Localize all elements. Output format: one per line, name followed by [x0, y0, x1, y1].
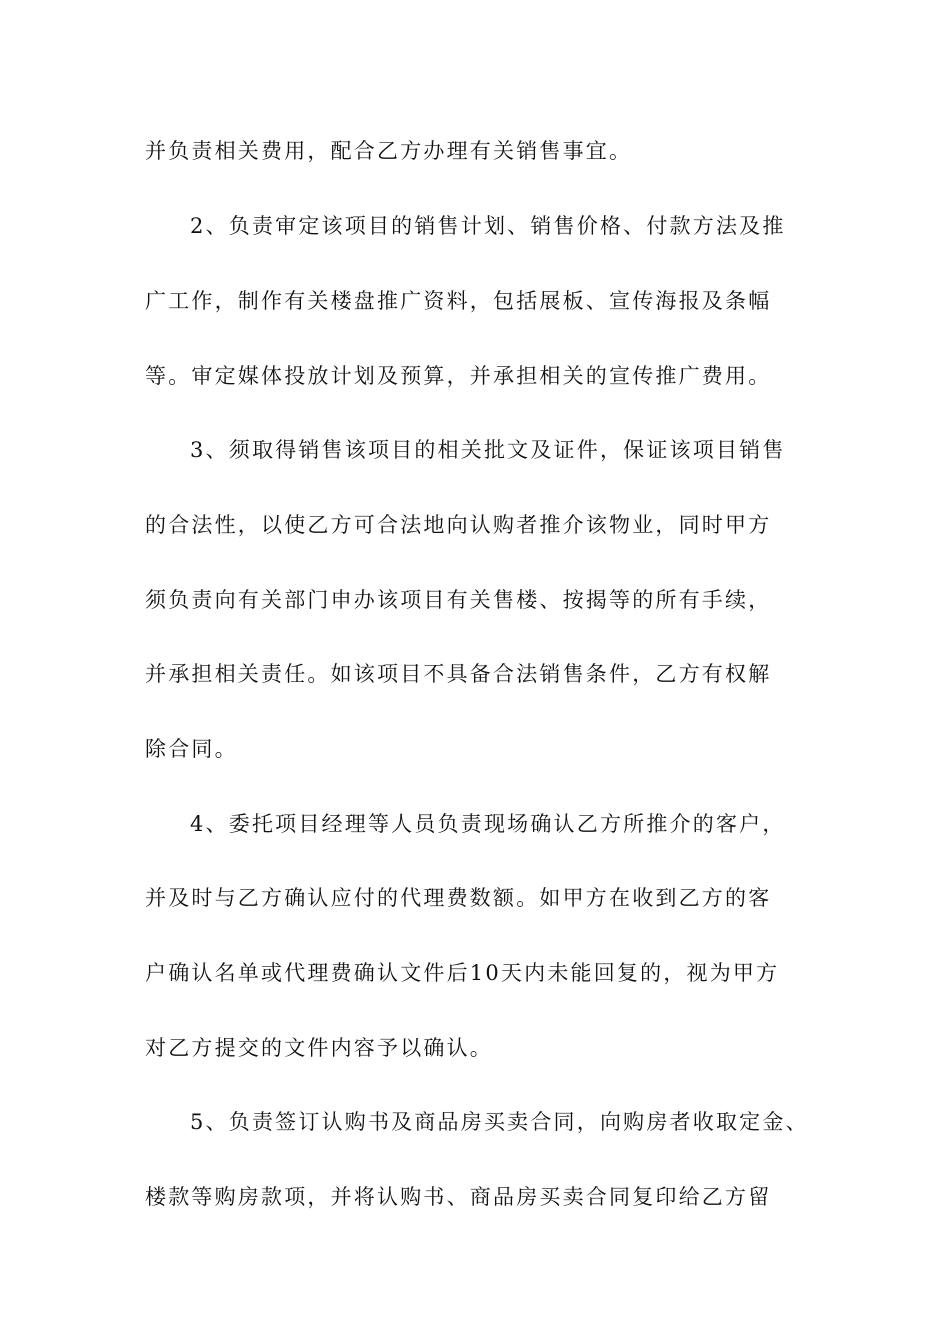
- text-line: 并负责相关费用，配合乙方办理有关销售事宜。: [145, 139, 633, 163]
- paragraph-4-line: 4、委托项目经理等人员负责现场确认乙方所推介的客户，: [190, 812, 786, 836]
- text-line: 须负责向有关部门申办该项目有关售楼、按揭等的所有手续，: [145, 588, 772, 612]
- text-line: 广工作，制作有关楼盘推广资料，包括展板、宣传海报及条幅: [145, 289, 772, 313]
- paragraph-2-line: 2、负责审定该项目的销售计划、销售价格、付款方法及推: [190, 214, 786, 238]
- text-line: 楼款等购房款项，并将认购书、商品房买卖合同复印给乙方留: [145, 1185, 772, 1209]
- text-line: 对乙方提交的文件内容予以确认。: [145, 1036, 493, 1060]
- paragraph-5-line: 5、负责签订认购书及商品房买卖合同，向购房者收取定金、: [190, 1110, 809, 1134]
- text-line: 除合同。: [145, 737, 238, 761]
- text-line: 等。审定媒体投放计划及预算，并承担相关的宣传推广费用。: [145, 364, 772, 388]
- text-line: 的合法性，以使乙方可合法地向认购者推介该物业，同时甲方: [145, 513, 772, 537]
- paragraph-3-line: 3、须取得销售该项目的相关批文及证件，保证该项目销售: [190, 438, 786, 462]
- text-line: 户确认名单或代理费确认文件后10天内未能回复的，视为甲方: [145, 961, 780, 985]
- text-line: 并及时与乙方确认应付的代理费数额。如甲方在收到乙方的客: [145, 886, 772, 910]
- text-line: 并承担相关责任。如该项目不具备合法销售条件，乙方有权解: [145, 662, 772, 686]
